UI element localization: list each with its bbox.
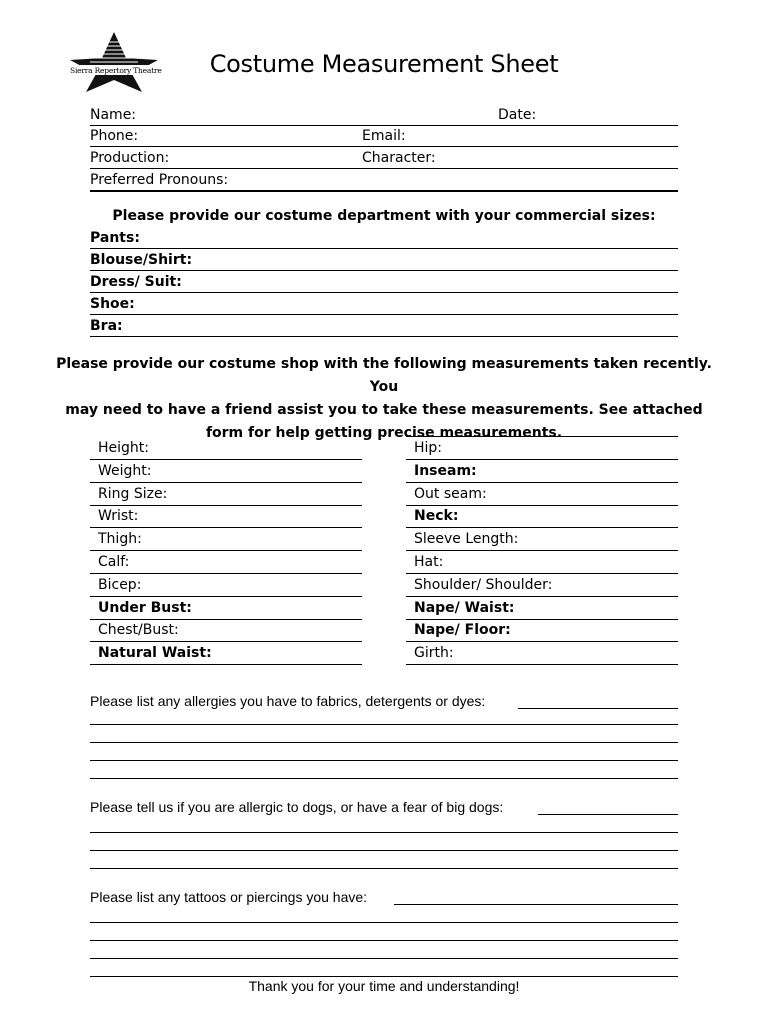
measurement-right-label: Hip: bbox=[414, 440, 443, 456]
allergies-line-3[interactable] bbox=[90, 760, 678, 761]
pronouns-row[interactable] bbox=[90, 168, 678, 192]
production-character-row[interactable] bbox=[90, 146, 678, 169]
name-date-row[interactable] bbox=[90, 103, 678, 126]
measurement-right-label: Out seam: bbox=[414, 485, 487, 502]
measurement-left-row[interactable] bbox=[90, 642, 362, 665]
measurement-instructions bbox=[50, 353, 718, 445]
tattoos-line-3[interactable] bbox=[90, 958, 678, 959]
instructions-line-2: may need to have a friend assist you to take these measurements. See attached bbox=[65, 402, 703, 418]
dogs-line-2[interactable] bbox=[90, 850, 678, 851]
tattoos-question: Please list any tattoos or piercings you have: bbox=[90, 889, 368, 905]
page-title: Costume Measurement Sheet bbox=[209, 50, 559, 78]
dogs-line-3[interactable] bbox=[90, 868, 678, 869]
measurement-left-row[interactable] bbox=[90, 574, 362, 597]
measurement-right-row[interactable] bbox=[406, 619, 678, 642]
dogs-answer-line[interactable] bbox=[538, 798, 678, 815]
measurement-left-label: Wrist: bbox=[98, 508, 139, 525]
thank-you-note: Thank you for your time and understanding! bbox=[248, 978, 520, 994]
measurement-left-row[interactable] bbox=[90, 551, 362, 574]
measurement-right-row[interactable] bbox=[406, 574, 678, 597]
measurement-left-row[interactable] bbox=[90, 437, 362, 460]
measurement-left-label: Chest/Bust: bbox=[98, 622, 179, 639]
phone-label: Phone: bbox=[90, 128, 139, 144]
measurement-right-label: Nape/ Waist: bbox=[414, 599, 515, 616]
measurement-left-row[interactable] bbox=[90, 528, 362, 551]
measurement-left-row[interactable] bbox=[90, 597, 362, 620]
pants-label: Pants: bbox=[90, 230, 140, 246]
allergies-answer-line[interactable] bbox=[518, 692, 678, 709]
dogs-question: Please tell us if you are allergic to dogs, or have a fear of big dogs: bbox=[90, 799, 504, 815]
measurement-right-row[interactable] bbox=[406, 483, 678, 506]
measurement-right-row[interactable] bbox=[406, 597, 678, 620]
size-row-dress[interactable] bbox=[90, 270, 678, 293]
measurement-right-label: Inseam: bbox=[414, 462, 477, 479]
measurement-right-label: Girth: bbox=[414, 645, 454, 662]
measurement-right-label: Hat: bbox=[414, 554, 444, 570]
measurement-right-row[interactable] bbox=[406, 528, 678, 551]
measurement-right-label: Neck: bbox=[414, 508, 459, 525]
measurement-left-row[interactable] bbox=[90, 619, 362, 642]
tattoos-line-4[interactable] bbox=[90, 976, 678, 977]
tattoos-line-2[interactable] bbox=[90, 940, 678, 941]
measurement-left-label: Natural Waist: bbox=[98, 645, 212, 662]
instructions-line-1: Please provide our costume shop with the following measurements taken recently. You bbox=[56, 356, 712, 395]
dogs-line-1[interactable] bbox=[90, 832, 678, 833]
measurement-right-row[interactable] bbox=[406, 551, 678, 574]
allergies-question: Please list any allergies you have to fabrics, detergents or dyes: bbox=[90, 693, 486, 709]
tattoos-answer-line[interactable] bbox=[394, 888, 678, 905]
measurement-right-row[interactable] bbox=[406, 437, 678, 460]
measurement-left-label: Thigh: bbox=[98, 531, 142, 548]
size-row-bra[interactable] bbox=[90, 314, 678, 337]
allergies-line-1[interactable] bbox=[90, 724, 678, 725]
measurement-left-row[interactable] bbox=[90, 483, 362, 506]
date-label: Date: bbox=[498, 107, 537, 123]
dress-label: Dress/ Suit: bbox=[90, 274, 182, 290]
measurement-right-label: Shoulder/ Shoulder: bbox=[414, 576, 553, 593]
production-label: Production: bbox=[90, 150, 170, 166]
sizes-heading: Please provide our costume department with your commercial sizes: bbox=[112, 208, 656, 224]
size-row-shoe[interactable] bbox=[90, 292, 678, 315]
measurement-left-label: Ring Size: bbox=[98, 485, 168, 502]
measurement-right-row[interactable] bbox=[406, 505, 678, 528]
bra-label: Bra: bbox=[90, 318, 123, 334]
allergies-line-2[interactable] bbox=[90, 742, 678, 743]
measurement-left-row[interactable] bbox=[90, 460, 362, 483]
measurement-right-row[interactable] bbox=[406, 642, 678, 665]
email-label: Email: bbox=[362, 128, 406, 144]
logo-text: Sierra Repertory Theatre bbox=[70, 66, 162, 75]
shoe-label: Shoe: bbox=[90, 296, 135, 312]
measurement-right-label: Sleeve Length: bbox=[414, 531, 519, 548]
blouse-label: Blouse/Shirt: bbox=[90, 252, 193, 268]
measurement-left-label: Calf: bbox=[98, 554, 130, 570]
measurement-left-label: Bicep: bbox=[98, 576, 142, 593]
measurement-right-label: Nape/ Floor: bbox=[414, 622, 511, 639]
size-row-pants[interactable] bbox=[90, 226, 678, 249]
name-label: Name: bbox=[90, 107, 137, 123]
measurement-left-row[interactable] bbox=[90, 505, 362, 528]
measurement-right-row[interactable] bbox=[406, 460, 678, 483]
character-label: Character: bbox=[362, 150, 436, 166]
allergies-line-4[interactable] bbox=[90, 778, 678, 779]
phone-email-row[interactable] bbox=[90, 124, 678, 147]
measurement-left-label: Weight: bbox=[98, 462, 152, 479]
pronouns-label: Preferred Pronouns: bbox=[90, 172, 229, 188]
tattoos-line-1[interactable] bbox=[90, 922, 678, 923]
size-row-blouse[interactable] bbox=[90, 248, 678, 271]
measurement-left-label: Under Bust: bbox=[98, 599, 192, 616]
measurement-left-label: Height: bbox=[98, 440, 149, 456]
instructions-line-3: form for help getting precise measurements. bbox=[205, 425, 563, 441]
